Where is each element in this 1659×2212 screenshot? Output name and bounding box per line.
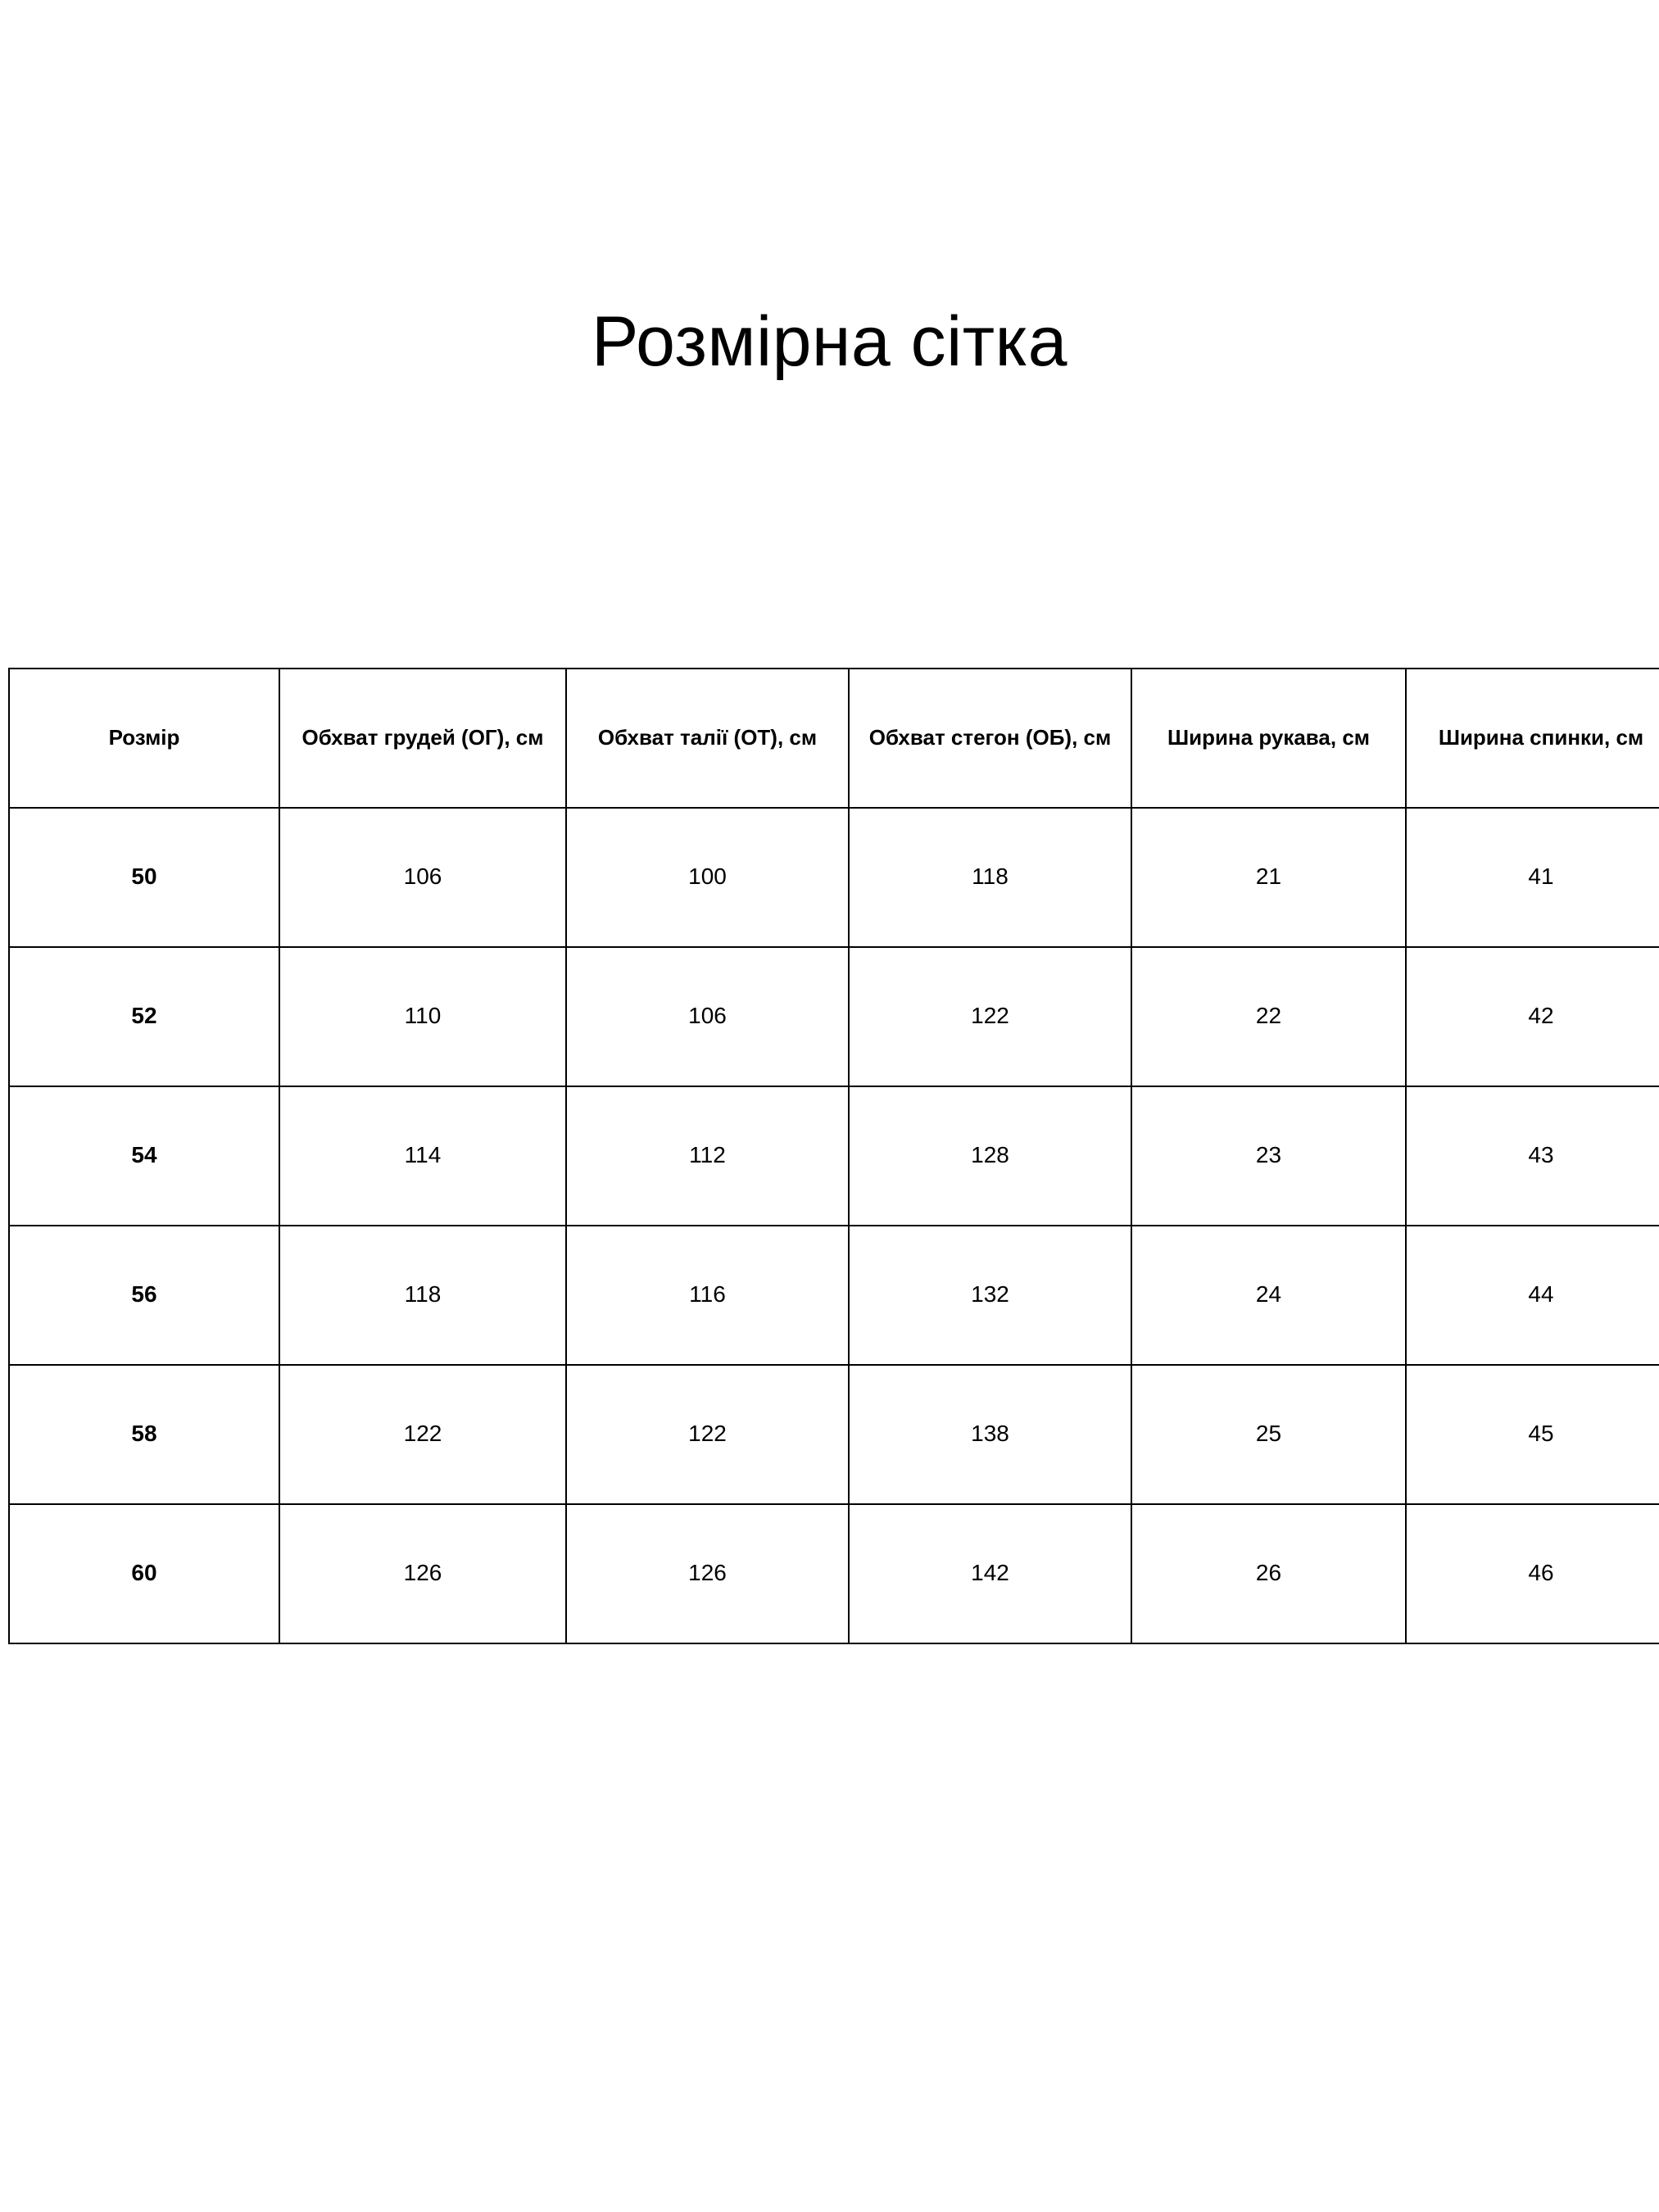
- cell-back-width: 42: [1406, 947, 1659, 1086]
- cell-waist: 100: [566, 808, 849, 947]
- cell-size: 60: [9, 1504, 279, 1643]
- cell-back-width: 46: [1406, 1504, 1659, 1643]
- column-header-size: Розмір: [9, 669, 279, 808]
- cell-waist: 116: [566, 1226, 849, 1365]
- cell-chest: 126: [279, 1504, 566, 1643]
- cell-waist: 112: [566, 1086, 849, 1226]
- cell-size: 56: [9, 1226, 279, 1365]
- cell-size: 58: [9, 1365, 279, 1504]
- cell-sleeve-width: 25: [1131, 1365, 1406, 1504]
- cell-size: 54: [9, 1086, 279, 1226]
- column-header-waist: Обхват талії (ОТ), см: [566, 669, 849, 808]
- cell-waist: 126: [566, 1504, 849, 1643]
- cell-sleeve-width: 22: [1131, 947, 1406, 1086]
- table-header: [9, 669, 1659, 808]
- cell-chest: 118: [279, 1226, 566, 1365]
- cell-waist: 106: [566, 947, 849, 1086]
- table-header-row: [9, 669, 1659, 808]
- table-row: [9, 947, 1659, 1086]
- cell-back-width: 45: [1406, 1365, 1659, 1504]
- cell-waist: 122: [566, 1365, 849, 1504]
- cell-back-width: 43: [1406, 1086, 1659, 1226]
- column-header-sleeve-width: Ширина рукава, см: [1131, 669, 1406, 808]
- cell-sleeve-width: 21: [1131, 808, 1406, 947]
- cell-hips: 118: [849, 808, 1131, 947]
- cell-sleeve-width: 26: [1131, 1504, 1406, 1643]
- cell-sleeve-width: 23: [1131, 1086, 1406, 1226]
- table-row: [9, 1365, 1659, 1504]
- size-chart-table: [8, 668, 1659, 1644]
- table-row: [9, 808, 1659, 947]
- table-row: [9, 1086, 1659, 1226]
- cell-hips: 132: [849, 1226, 1131, 1365]
- cell-chest: 106: [279, 808, 566, 947]
- cell-back-width: 41: [1406, 808, 1659, 947]
- cell-size: 52: [9, 947, 279, 1086]
- page-title: Розмірна сітка: [592, 302, 1067, 381]
- cell-chest: 114: [279, 1086, 566, 1226]
- column-header-hips: Обхват стегон (ОБ), см: [849, 669, 1131, 808]
- cell-size: 50: [9, 808, 279, 947]
- table-row: [9, 1226, 1659, 1365]
- cell-chest: 110: [279, 947, 566, 1086]
- cell-hips: 122: [849, 947, 1131, 1086]
- cell-hips: 128: [849, 1086, 1131, 1226]
- cell-hips: 142: [849, 1504, 1131, 1643]
- column-header-back-width: Ширина спинки, см: [1406, 669, 1659, 808]
- table-row: [9, 1504, 1659, 1643]
- cell-chest: 122: [279, 1365, 566, 1504]
- cell-hips: 138: [849, 1365, 1131, 1504]
- cell-back-width: 44: [1406, 1226, 1659, 1365]
- cell-sleeve-width: 24: [1131, 1226, 1406, 1365]
- table-body: [9, 808, 1659, 1643]
- column-header-chest: Обхват грудей (ОГ), см: [279, 669, 566, 808]
- size-chart-container: [0, 668, 1659, 1644]
